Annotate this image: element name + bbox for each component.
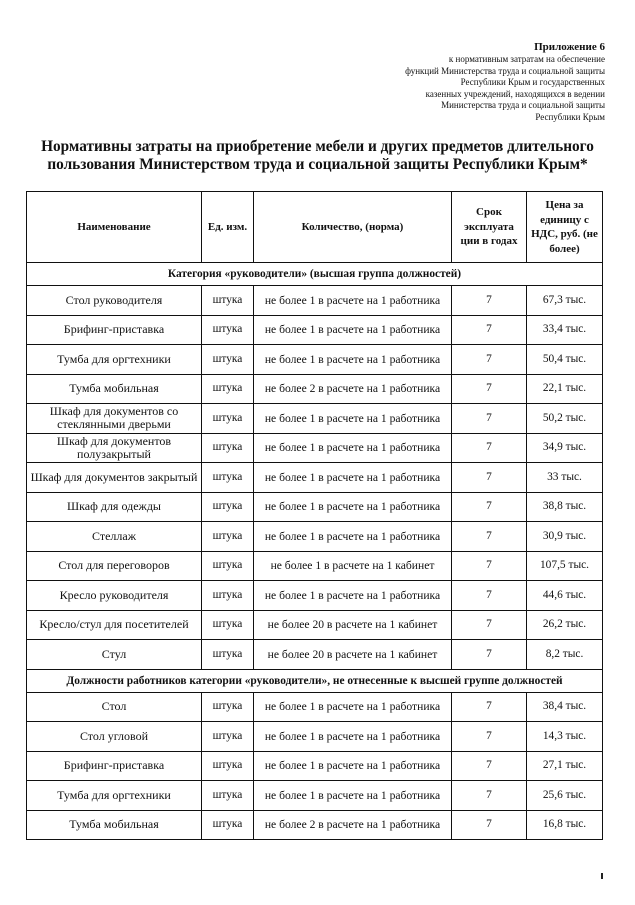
cell-quantity: не более 1 в расчете на 1 работника [254, 345, 452, 375]
table-row [27, 522, 603, 552]
cell-price: 107,5 тыс. [527, 551, 603, 581]
cell-unit: штука [202, 751, 254, 781]
cell-name: Стол для переговоров [27, 551, 202, 581]
cell-name: Кресло руководителя [27, 581, 202, 611]
header-quantity: Количество, (норма) [254, 192, 452, 263]
cell-unit: штука [202, 781, 254, 811]
table-row [27, 315, 603, 345]
cell-name: Стол руководителя [27, 286, 202, 316]
cell-name: Шкаф для документов полузакрытый [27, 433, 202, 463]
cell-term: 7 [452, 315, 527, 345]
cell-term: 7 [452, 345, 527, 375]
cell-price: 8,2 тыс. [527, 640, 603, 670]
cell-unit: штука [202, 345, 254, 375]
appendix-line: к нормативным затратам на обеспечение [448, 54, 605, 64]
cell-unit: штука [202, 374, 254, 404]
table-header-row [27, 192, 603, 263]
cell-term: 7 [452, 463, 527, 493]
cell-price: 16,8 тыс. [527, 810, 603, 840]
cell-quantity: не более 20 в расчете на 1 кабинет [254, 610, 452, 640]
table-row [27, 374, 603, 404]
cell-price: 67,3 тыс. [527, 286, 603, 316]
cell-quantity: не более 1 в расчете на 1 работника [254, 781, 452, 811]
cell-term: 7 [452, 433, 527, 463]
cell-name: Стол угловой [27, 722, 202, 752]
cell-unit: штука [202, 551, 254, 581]
header-term: Срок эксплуата ции в годах [452, 192, 527, 263]
section-row [27, 669, 603, 692]
cell-term: 7 [452, 551, 527, 581]
table-row [27, 722, 603, 752]
cell-quantity: не более 1 в расчете на 1 работника [254, 463, 452, 493]
cell-term: 7 [452, 751, 527, 781]
cell-unit: штука [202, 522, 254, 552]
cell-unit: штука [202, 492, 254, 522]
table-row [27, 492, 603, 522]
cell-price: 34,9 тыс. [527, 433, 603, 463]
cell-name: Шкаф для одежды [27, 492, 202, 522]
cell-name: Брифинг-приставка [27, 315, 202, 345]
cell-quantity: не более 1 в расчете на 1 работника [254, 492, 452, 522]
cell-term: 7 [452, 374, 527, 404]
table-row [27, 810, 603, 840]
cell-name: Тумба мобильная [27, 810, 202, 840]
table-body [27, 263, 603, 840]
appendix-line: казенных учреждений, находящихся в ведении [425, 88, 605, 99]
table-row [27, 463, 603, 493]
cell-quantity: не более 1 в расчете на 1 работника [254, 522, 452, 552]
cell-term: 7 [452, 286, 527, 316]
cell-quantity: не более 20 в расчете на 1 кабинет [254, 640, 452, 670]
appendix-line: функций Министерства труда и социальной защиты [405, 65, 605, 76]
cell-term: 7 [452, 722, 527, 752]
cell-name: Шкаф для документов со стеклянными дверьми [27, 404, 202, 434]
cell-name: Стеллаж [27, 522, 202, 552]
cell-unit: штука [202, 286, 254, 316]
cell-name: Тумба для оргтехники [27, 781, 202, 811]
table-row [27, 345, 603, 375]
appendix-line: Министерства труда и социальной защиты [441, 100, 605, 111]
cell-name: Шкаф для документов закрытый [27, 463, 202, 493]
table-row [27, 751, 603, 781]
cell-price: 30,9 тыс. [527, 522, 603, 552]
section-title: Категория «руководители» (высшая группа должностей) [27, 263, 603, 286]
cell-term: 7 [452, 692, 527, 722]
cell-unit: штука [202, 463, 254, 493]
cell-quantity: не более 2 в расчете на 1 работника [254, 374, 452, 404]
cell-quantity: не более 1 в расчете на 1 работника [254, 692, 452, 722]
cell-unit: штука [202, 610, 254, 640]
cell-price: 25,6 тыс. [527, 781, 603, 811]
cell-term: 7 [452, 610, 527, 640]
cell-name: Стол [27, 692, 202, 722]
cell-term: 7 [452, 810, 527, 840]
cell-price: 50,2 тыс. [527, 404, 603, 434]
table-row [27, 781, 603, 811]
cell-term: 7 [452, 522, 527, 552]
cell-name: Тумба мобильная [27, 374, 202, 404]
section-row [27, 263, 603, 286]
cell-price: 33,4 тыс. [527, 315, 603, 345]
cell-unit: штука [202, 581, 254, 611]
cell-price: 33 тыс. [527, 463, 603, 493]
table-row [27, 692, 603, 722]
cell-name: Стул [27, 640, 202, 670]
cell-price: 38,4 тыс. [527, 692, 603, 722]
cell-term: 7 [452, 492, 527, 522]
appendix-block [305, 40, 605, 124]
table-row [27, 433, 603, 463]
cell-price: 26,2 тыс. [527, 610, 603, 640]
cell-term: 7 [452, 640, 527, 670]
cell-name: Кресло/стул для посетителей [27, 610, 202, 640]
norms-table [26, 191, 603, 840]
cell-unit: штука [202, 433, 254, 463]
table-row [27, 551, 603, 581]
cell-price: 50,4 тыс. [527, 345, 603, 375]
cell-unit: штука [202, 315, 254, 345]
cell-quantity: не более 1 в расчете на 1 работника [254, 404, 452, 434]
cell-unit: штука [202, 692, 254, 722]
cell-price: 44,6 тыс. [527, 581, 603, 611]
cell-term: 7 [452, 404, 527, 434]
cell-unit: штука [202, 810, 254, 840]
table-row [27, 404, 603, 434]
document-title: Нормативны затраты на приобретение мебели и других предметов длительного пользования Министерством труда и социальной защиты Республики Крым* [41, 138, 594, 173]
table-row [27, 286, 603, 316]
appendix-title: Приложение 6 [534, 41, 605, 53]
cell-term: 7 [452, 581, 527, 611]
table-row [27, 640, 603, 670]
cell-quantity: не более 1 в расчете на 1 работника [254, 315, 452, 345]
cell-price: 38,8 тыс. [527, 492, 603, 522]
cell-price: 27,1 тыс. [527, 751, 603, 781]
cell-quantity: не более 1 в расчете на 1 кабинет [254, 551, 452, 581]
header-name: Наименование [27, 192, 202, 263]
table-row [27, 610, 603, 640]
table-row [27, 581, 603, 611]
cell-unit: штука [202, 640, 254, 670]
cell-unit: штука [202, 404, 254, 434]
appendix-line: Республики Крым и государственных [460, 77, 605, 88]
cell-quantity: не более 1 в расчете на 1 работника [254, 751, 452, 781]
cell-quantity: не более 1 в расчете на 1 работника [254, 722, 452, 752]
header-price: Цена за единицу с НДС, руб. (не более) [527, 192, 603, 263]
cell-name: Брифинг-приставка [27, 751, 202, 781]
cell-quantity: не более 1 в расчете на 1 работника [254, 433, 452, 463]
page-edge-mark [601, 873, 603, 879]
cell-name: Тумба для оргтехники [27, 345, 202, 375]
cell-quantity: не более 2 в расчете на 1 работника [254, 810, 452, 840]
appendix-line: Республики Крым [535, 111, 605, 122]
cell-quantity: не более 1 в расчете на 1 работника [254, 286, 452, 316]
cell-price: 22,1 тыс. [527, 374, 603, 404]
cell-price: 14,3 тыс. [527, 722, 603, 752]
header-unit: Ед. изм. [202, 192, 254, 263]
section-title: Должности работников категории «руководители», не отнесенные к высшей группе должностей [27, 669, 603, 692]
cell-term: 7 [452, 781, 527, 811]
cell-quantity: не более 1 в расчете на 1 работника [254, 581, 452, 611]
cell-unit: штука [202, 722, 254, 752]
